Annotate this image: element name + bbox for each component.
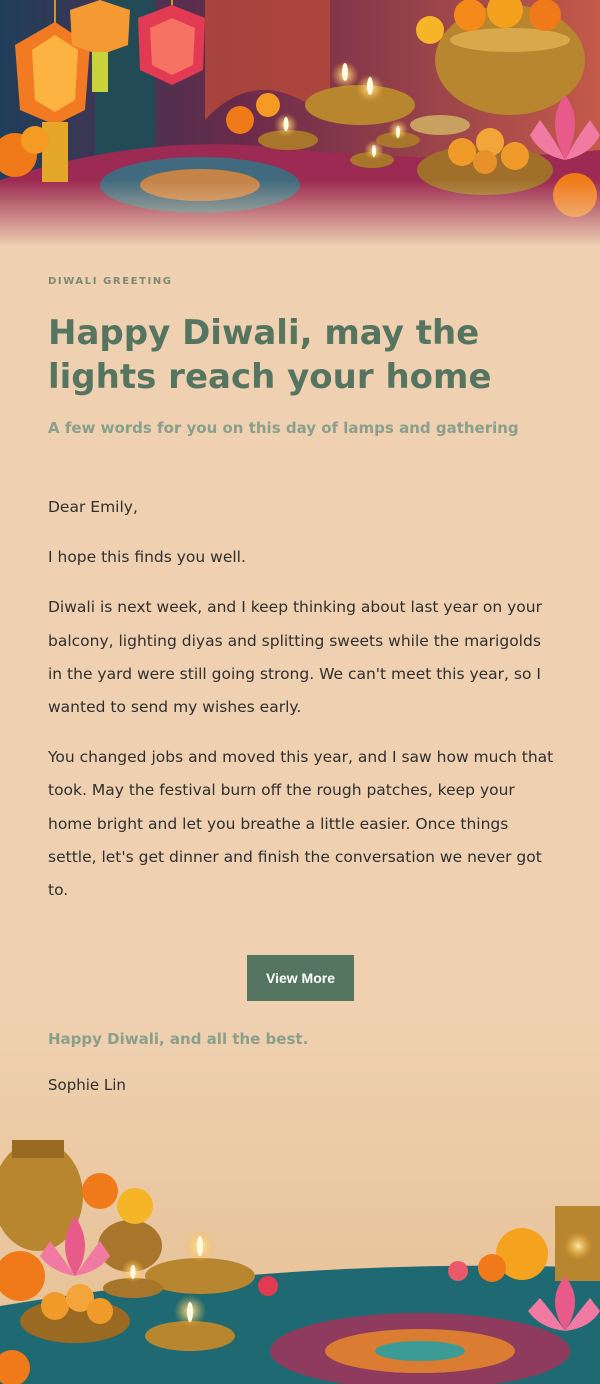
salutation: Dear Emily, xyxy=(48,498,138,516)
letter-body xyxy=(48,491,558,924)
footer xyxy=(0,1006,600,1384)
subtitle: A few words for you on this day of lamps and gathering xyxy=(48,419,519,437)
page-title: Happy Diwali, may the lights reach your home xyxy=(48,313,492,397)
signature-name: Sophie Lin xyxy=(48,1076,126,1094)
diwali-festival-scene-icon xyxy=(0,0,600,247)
eyebrow-label: DIWALI GREETING xyxy=(48,276,173,287)
letter-paragraph: I hope this finds you well. xyxy=(48,548,246,567)
view-more-button[interactable]: View More xyxy=(247,955,354,1001)
letter-paragraph: Diwali is next week, and I keep thinking about last year on your balcony, lighting diyas and splitting sweets while the marigolds in the yard were still going strong. We can't meet this year, so I wanted to send my wishes early. xyxy=(48,598,542,717)
closing-line: Happy Diwali, and all the best. xyxy=(48,1030,309,1048)
letter-paragraph: You changed jobs and moved this year, and I saw how much that took. May the festival burn off the rough patches, keep your home bright and let you breathe a little easier. Once things settle, let's get dinner and finish the conversation we never got to. xyxy=(48,748,554,900)
hero-image xyxy=(0,0,600,247)
diwali-lamps-rangoli-scene-icon xyxy=(0,1006,600,1384)
